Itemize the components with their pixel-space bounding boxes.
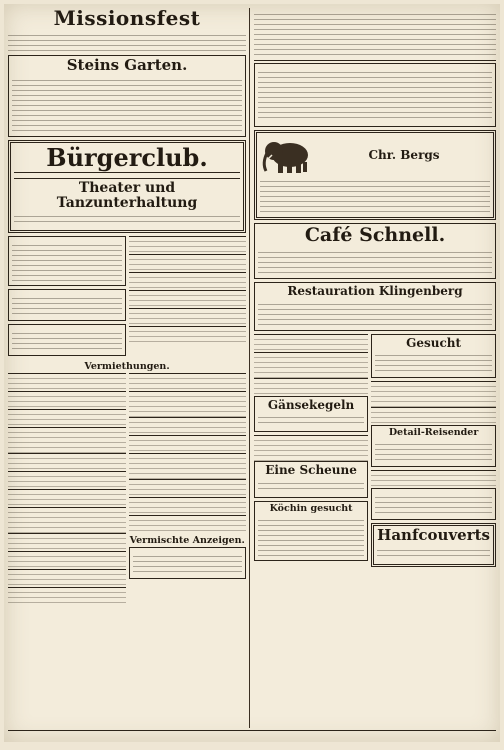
buergerclub-text-block (14, 212, 240, 226)
vermischte-anzeigen-heading: Vermischte Anzeigen. (129, 535, 245, 547)
kochin-ad (254, 501, 368, 561)
detail-reisender-title: Detail-Reisender (388, 427, 479, 439)
menagerie-ad (254, 130, 496, 220)
list-item (8, 507, 126, 533)
missionsfest-ad (8, 8, 246, 53)
small-ad-sardellen (8, 324, 126, 356)
list-item (371, 407, 496, 425)
list-item (8, 409, 126, 427)
left-ad-grid (8, 236, 246, 359)
list-item (129, 290, 247, 308)
small-ad-corsets-text (12, 294, 122, 316)
list-item (129, 453, 247, 479)
kochin-title: Köchin gesucht (269, 502, 353, 514)
menagerie-text-block (260, 177, 490, 213)
steins-garten-ad (8, 55, 246, 137)
elephant-icon (260, 135, 314, 175)
list-item (254, 334, 368, 352)
gaensekegeln-title: Gänsekegeln (267, 397, 355, 412)
list-item (129, 391, 247, 417)
left-column (8, 8, 246, 728)
list-item (371, 470, 496, 488)
scheune-title: Eine Scheune (265, 463, 357, 478)
list-item (129, 435, 247, 453)
list-item (254, 435, 368, 461)
classifieds-subcolumn-a (8, 373, 126, 605)
branntwein-text-block (375, 493, 492, 515)
gaensekegeln-ad (254, 396, 368, 433)
steins-garten-text-block (12, 76, 242, 132)
list-item (129, 373, 247, 391)
list-item (8, 569, 126, 587)
small-ad-corsets (8, 289, 126, 321)
buergerclub-title: Bürgerclub. (46, 142, 208, 172)
unterrichtscurse-text-block (258, 68, 492, 122)
gaensekegeln-text-block (258, 413, 364, 427)
list-item (8, 391, 126, 409)
list-item (129, 497, 247, 515)
footer-imprint (8, 730, 496, 740)
restauration-text-block (258, 300, 492, 326)
bottom-ad-andreas (129, 547, 247, 579)
unterrichtscurse-ad (254, 63, 496, 127)
right-ad-subcolumn-b (371, 334, 496, 570)
restauration-ad (254, 282, 496, 331)
gesucht-ad (371, 334, 496, 379)
list-item (129, 479, 247, 497)
missionsfest-title: Missionsfest (53, 8, 201, 30)
small-ad-samstag (8, 236, 126, 286)
right-column (254, 8, 496, 728)
list-item (129, 236, 247, 254)
classifieds-grid (8, 373, 246, 605)
list-item (129, 254, 247, 272)
list-item (254, 378, 368, 396)
list-item (8, 489, 126, 507)
list-item (129, 515, 247, 533)
list-item (254, 352, 368, 378)
classifieds-heading: Vermiethungen. (84, 361, 170, 373)
cafe-schnell-ad (254, 223, 496, 279)
cafe-schnell-title: Café Schnell. (304, 224, 446, 246)
list-item (8, 551, 126, 569)
hanfcouverts-title: Hanfcouverts (377, 526, 490, 545)
cafe-schnell-text-block (258, 248, 492, 274)
left-ad-subcolumn-b (129, 236, 247, 359)
bottom-ad-andreas-text (133, 552, 243, 574)
classifieds-subcolumn-b (129, 373, 247, 605)
gesucht-title: Gesucht (406, 335, 462, 350)
branntwein-ad (371, 488, 496, 520)
buergerclub-ad (8, 140, 246, 234)
newspaper-page (4, 4, 500, 742)
list-item (129, 326, 247, 344)
scheune-text-block (258, 479, 364, 493)
detail-reisender-ad (371, 425, 496, 467)
list-item (129, 272, 247, 290)
menagerie-title: Chr. Bergs (368, 147, 440, 162)
list-item (8, 471, 126, 489)
right-ad-grid (254, 334, 496, 570)
gesucht-text-block (375, 351, 492, 373)
list-item (8, 373, 126, 391)
list-item (8, 533, 126, 551)
missionsfest-text-block (8, 31, 246, 53)
steins-garten-title: Steins Garten. (66, 56, 188, 74)
kochin-text-block (258, 516, 364, 556)
left-ad-subcolumn-a (8, 236, 126, 359)
small-ad-sardellen-text (12, 329, 122, 351)
right-ad-subcolumn-a (254, 334, 368, 570)
vorschussverein-text-block (254, 10, 496, 58)
list-item (8, 453, 126, 471)
list-item (129, 417, 247, 435)
detail-reisender-text-block (375, 440, 492, 462)
list-item (8, 587, 126, 605)
scheune-ad (254, 461, 368, 498)
hanfcouverts-ad (371, 523, 496, 567)
list-item (129, 308, 247, 326)
vorschussverein-ad (254, 10, 496, 58)
hanfcouverts-text-block (377, 546, 490, 560)
list-item (371, 381, 496, 407)
buergerclub-date-rule (14, 172, 240, 179)
menagerie-header (260, 135, 490, 175)
list-item (8, 427, 126, 453)
menagerie-title-group (318, 149, 490, 162)
small-ad-samstag-text (12, 241, 122, 281)
buergerclub-headline: Theater und Tanzunterhaltung (56, 179, 198, 211)
column-divider (249, 8, 250, 728)
divider (254, 60, 496, 61)
restauration-title: Restauration Klingenberg (287, 283, 463, 298)
